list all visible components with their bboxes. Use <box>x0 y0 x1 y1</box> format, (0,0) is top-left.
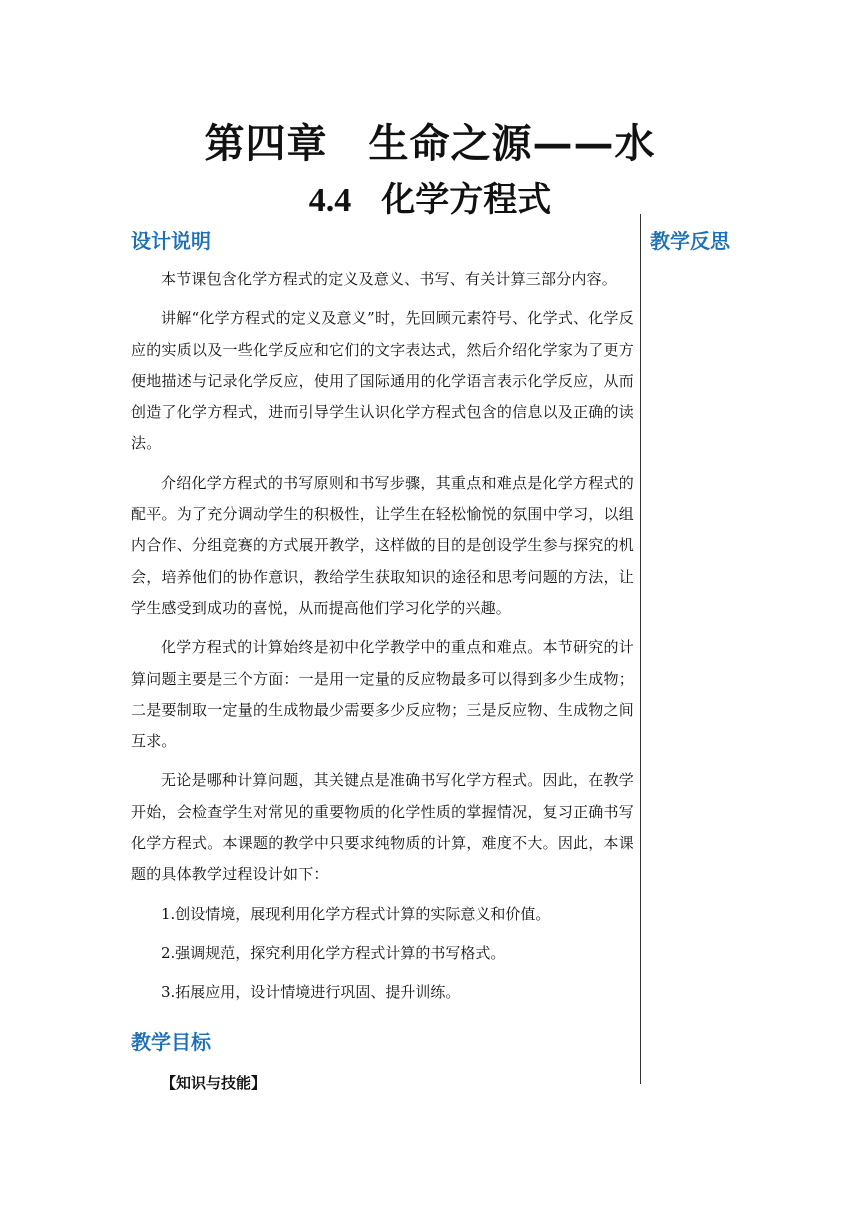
chapter-title: 第四章 生命之源——水 <box>204 120 656 167</box>
list-item: 1.创设情境，展现利用化学方程式计算的实际意义和价值。 <box>161 904 551 923</box>
section-title <box>0 172 860 221</box>
knowledge-skills-subheading: 【知识与技能】 <box>161 1073 267 1092</box>
reflection-heading: 教学反思 <box>650 229 730 253</box>
design-note-heading: 设计说明 <box>131 229 211 253</box>
paragraph: 化学方程式的计算始终是初中化学教学中的重点和难点。本节研究的计算问题主要是三个方面：一是用一定量的反应物最多可以得到多少生成物；二是要制取一定量的生成物最少需要多少反应物；三是反应物、生成物之间互求。 <box>131 638 634 751</box>
list-item: 3.拓展应用，设计情境进行巩固、提升训练。 <box>161 983 461 1002</box>
design-note-body <box>131 264 634 1009</box>
column-divider <box>640 214 641 1084</box>
main-column <box>131 226 634 1097</box>
section-number: 4.4 <box>308 182 352 219</box>
reflection-column <box>650 226 730 256</box>
paragraph: 本节课包含化学方程式的定义及意义、书写、有关计算三部分内容。 <box>161 270 618 288</box>
paragraph: 讲解“化学方程式的定义及意义”时，先回顾元素符号、化学式、化学反应的实质以及一些化学反应和它们的文字表达式，然后介绍化学家为了更方便地描述与记录化学反应，使用了国际通用的化学语言表示化学反应，从而创造了化学方程式，进而引导学生认识化学方程式包含的信息以及正确的读法。 <box>131 309 634 453</box>
objectives-heading: 教学目标 <box>131 1029 211 1054</box>
paragraph: 介绍化学方程式的书写原则和书写步骤，其重点和难点是化学方程式的配平。为了充分调动学生的积极性，让学生在轻松愉悦的氛围中学习，以组内合作、分组竞赛的方式展开教学，这样做的目的是创设学生参与探究的机会，培养他们的协作意识，教给学生获取知识的途径和思考问题的方法，让学生感受到成功的喜悦，从而提高他们学习化学的兴趣。 <box>131 473 634 617</box>
section-name: 化学方程式 <box>381 180 552 220</box>
list-item: 2.强调规范，探究利用化学方程式计算的书写格式。 <box>161 943 506 962</box>
paragraph: 无论是哪种计算问题，其关键点是准确书写化学方程式。因此，在教学开始，会检查学生对常见的重要物质的化学性质的掌握情况，复习正确书写化学方程式。本课题的教学中只要求纯物质的计算，难度不大。因此，本课题的具体教学过程设计如下： <box>131 771 634 884</box>
